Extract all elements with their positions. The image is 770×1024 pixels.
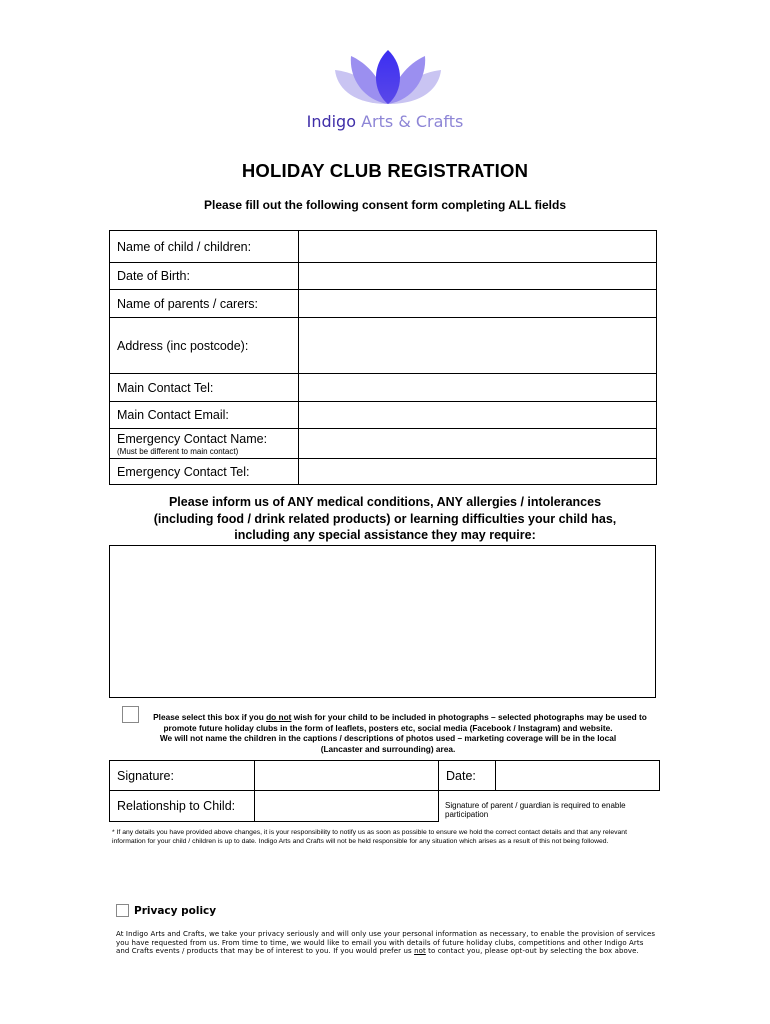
relationship-field[interactable] xyxy=(255,791,439,822)
brand-name xyxy=(290,112,480,131)
photo-consent-line4: (Lancaster and surrounding) area. xyxy=(320,743,456,754)
medical-line-3: including any special assistance they may require: xyxy=(234,528,536,542)
details-change-footnote: * If any details you have provided above changes, it is your responsibility to notify us as soon as possible to ensure we hold the correct contact details and that any relevant information for your child / children is up to date. Indigo Arts and Crafts will not be held responsible for any situation which arises as a result of this not being followed. xyxy=(112,829,627,845)
privacy-policy-text xyxy=(116,930,656,956)
brand-name-part1: Indigo xyxy=(306,112,356,131)
medical-instructions xyxy=(0,494,770,544)
brand-name-part2: Arts & Crafts xyxy=(361,112,464,131)
photo-consent-underlined: do not xyxy=(266,712,292,722)
child-name-field[interactable] xyxy=(299,231,657,263)
child-name-label: Name of child / children: xyxy=(110,231,299,263)
medical-info-field[interactable] xyxy=(109,545,656,698)
signature-field[interactable] xyxy=(255,761,439,791)
page-title: HOLIDAY CLUB REGISTRATION xyxy=(241,160,529,181)
parents-label: Name of parents / carers: xyxy=(110,290,299,318)
date-field[interactable] xyxy=(496,761,660,791)
signature-label: Signature: xyxy=(110,761,255,791)
signature-table xyxy=(109,760,660,822)
medical-line-1: Please inform us of ANY medical conditions, ANY allergies / intolerances xyxy=(168,495,602,509)
dob-label: Date of Birth: xyxy=(110,263,299,290)
main-email-field[interactable] xyxy=(299,402,657,429)
relationship-label: Relationship to Child: xyxy=(110,791,255,822)
privacy-text-part1: At Indigo Arts and Crafts, we take your privacy seriously and will only use your personal information as necessary, to enable the provision of services you have requested from us. From time to time, we would like to email you with details of future holiday clubs, competitions and other Indigo Arts and Crafts events / products that may be of interest to you. If you would prefer us xyxy=(116,930,656,956)
date-label: Date: xyxy=(439,761,496,791)
form-instructions: Please fill out the following consent form completing ALL fields xyxy=(203,198,567,212)
emergency-name-cell xyxy=(110,429,299,459)
privacy-text-part2: to contact you, please opt-out by selecting the box above. xyxy=(425,947,639,956)
emergency-tel-field[interactable] xyxy=(299,459,657,485)
photo-consent-text xyxy=(120,712,656,754)
dob-field[interactable] xyxy=(299,263,657,290)
photo-consent-part2: wish for your child to be included in photographs – selected photographs may be used to promote future holiday clubs in the form of leaflets, posters etc, social media (Facebook / Instagram) and website. xyxy=(163,712,647,733)
signature-requirement-note: Signature of parent / guardian is required to enable participation xyxy=(439,791,660,822)
emergency-name-field[interactable] xyxy=(299,429,657,459)
address-field[interactable] xyxy=(299,318,657,374)
photo-consent-part1: Please select this box if you xyxy=(153,712,267,722)
emergency-name-label: Emergency Contact Name: xyxy=(117,431,268,446)
privacy-text-underlined: not xyxy=(414,947,426,956)
registration-details-table xyxy=(109,230,657,485)
main-tel-label: Main Contact Tel: xyxy=(110,374,299,402)
parents-field[interactable] xyxy=(299,290,657,318)
photo-optout-checkbox[interactable] xyxy=(122,706,139,723)
photo-consent-line3: We will not name the children in the captions / descriptions of photos used – marketing coverage will be in the local xyxy=(159,733,617,744)
lotus-logo-icon xyxy=(333,48,443,106)
address-label: Address (inc postcode): xyxy=(110,318,299,374)
main-email-label: Main Contact Email: xyxy=(110,402,299,429)
privacy-optout-checkbox[interactable] xyxy=(116,904,129,917)
medical-line-2: (including food / drink related products) or learning difficulties your child has, xyxy=(153,511,617,526)
emergency-tel-label: Emergency Contact Tel: xyxy=(110,459,299,485)
main-tel-field[interactable] xyxy=(299,374,657,402)
emergency-name-note: (Must be different to main contact) xyxy=(117,446,239,456)
privacy-policy-heading: Privacy policy xyxy=(134,905,217,917)
